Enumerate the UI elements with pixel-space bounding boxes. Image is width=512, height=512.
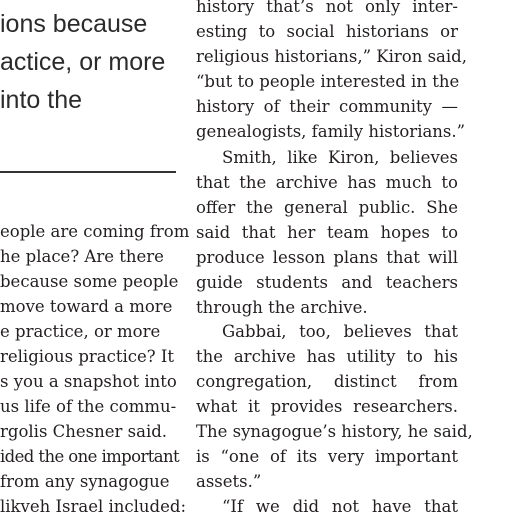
paragraph-first-line: Smith, like Kiron, believes (222, 148, 458, 167)
text-line: from any synagogue (0, 472, 170, 491)
text-line: congregation, distinct from (196, 372, 458, 391)
pull-quote-line: into the (0, 86, 83, 114)
text-line: through the archive. (196, 298, 368, 317)
text-line: ided the one important (0, 447, 180, 466)
text-line: The synagogue’s history, he said, (196, 422, 473, 441)
text-line: “but to people interested in the (196, 72, 460, 91)
text-line: offer the general public. She (196, 198, 458, 217)
text-line: religious practice? It (0, 347, 174, 366)
text-line: guide students and teachers (196, 273, 458, 292)
text-line: us life of the commu- (0, 397, 177, 416)
text-line: esting to social historians or (196, 22, 458, 41)
pull-quote-line: ions because (0, 10, 148, 38)
text-line: s you a snapshot into (0, 372, 177, 391)
paragraph-first-line: “If we did not have that (222, 497, 458, 512)
text-line: genealogists, family historians.” (196, 122, 466, 141)
text-line: e practice, or more (0, 322, 161, 341)
text-line: eople are coming from (0, 222, 190, 241)
pull-quote-divider (0, 171, 176, 173)
text-line: rgolis Chesner said. (0, 422, 168, 441)
text-line: that the archive has much to (196, 173, 458, 192)
text-line: religious historians,” Kiron said, (196, 47, 467, 66)
text-line: is “one of its very important (196, 447, 458, 466)
text-line: said that her team hopes to (196, 223, 458, 242)
text-line: what it provides researchers. (196, 397, 458, 416)
text-line: move toward a more (0, 297, 173, 316)
text-line: he place? Are there (0, 247, 164, 266)
text-line: history of their community — (196, 97, 458, 116)
text-line: produce lesson plans that will (196, 248, 458, 267)
paragraph-first-line: Gabbai, too, believes that (222, 322, 458, 341)
text-line: the archive has utility to his (196, 347, 458, 366)
text-line: history that’s not only inter- (196, 0, 458, 16)
text-line: likveh Israel included: (0, 497, 187, 512)
pull-quote-line: actice, or more (0, 48, 166, 76)
text-line: because some people (0, 272, 179, 291)
text-line: assets.” (196, 472, 262, 491)
